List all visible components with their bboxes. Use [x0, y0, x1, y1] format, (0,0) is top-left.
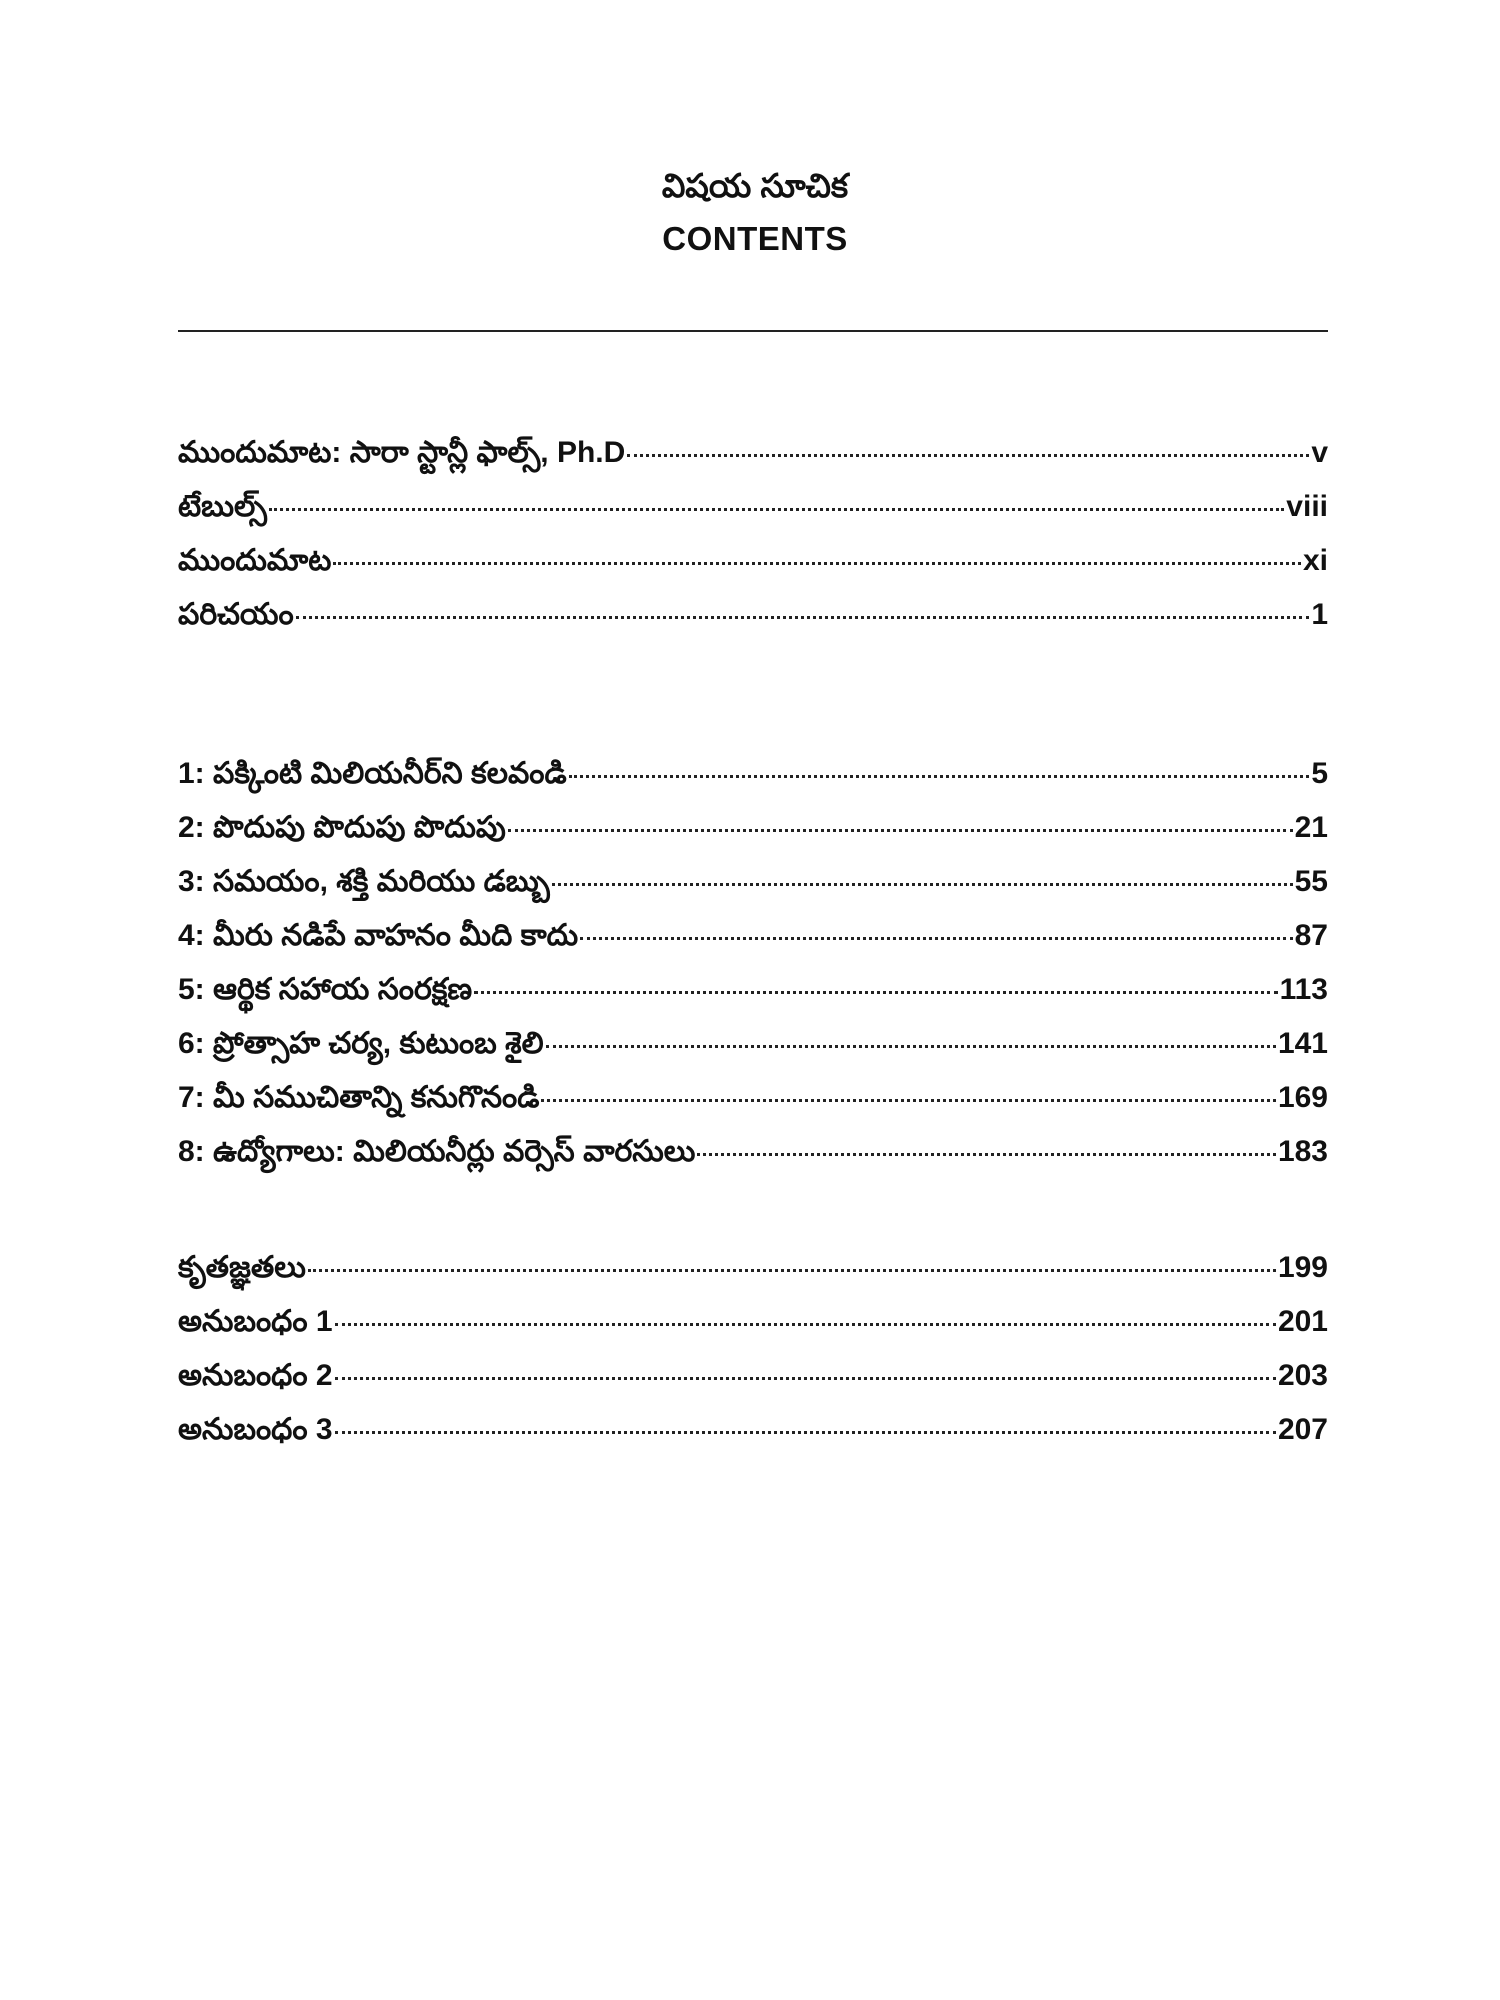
dot-leader [541, 1099, 1276, 1102]
dot-leader [508, 829, 1293, 832]
toc-entry-label: కృతజ్ఞతలు [178, 1251, 306, 1284]
toc-entry-page: 1 [1311, 598, 1328, 631]
dot-leader [552, 883, 1293, 886]
toc-entry [178, 1413, 1328, 1467]
toc-entry-label: 3: సమయం, శక్తి మరియు డబ్బు [178, 865, 550, 898]
front-matter-list [178, 436, 1328, 652]
toc-entry-label: 4: మీరు నడిపే వాహనం మీది కాదు [178, 919, 579, 952]
toc-entry-page: 5 [1311, 757, 1328, 790]
toc-entry [178, 1359, 1328, 1413]
toc-entry [178, 1305, 1328, 1359]
dot-leader [269, 508, 1284, 511]
toc-entry [178, 973, 1328, 1027]
toc-entry-label: 1: పక్కింటి మిలియనీర్‌ని కలవండి [178, 757, 567, 790]
dot-leader [296, 616, 1310, 619]
toc-entry-label: ముందుమాట: సారా స్టాన్లీ ఫాల్స్, Ph.D [178, 436, 626, 469]
heading-english: CONTENTS [662, 220, 848, 257]
toc-entry [178, 1135, 1328, 1189]
dot-leader [580, 937, 1292, 940]
toc-entry-label: ముందుమాట [178, 544, 332, 577]
toc-entry-page: 207 [1277, 1413, 1328, 1446]
dot-leader [335, 1323, 1276, 1326]
toc-entry [178, 1081, 1328, 1135]
dot-leader [333, 562, 1301, 565]
dot-leader [546, 1045, 1276, 1048]
toc-entry-label: అనుబంధం 2 [178, 1359, 333, 1392]
toc-entry-page: 87 [1294, 919, 1328, 952]
toc-entry-page: 169 [1277, 1081, 1328, 1114]
toc-entry [178, 919, 1328, 973]
toc-entry-page: v [1311, 436, 1328, 469]
toc-entry-page: 203 [1277, 1359, 1328, 1392]
toc-entry-page: viii [1286, 490, 1328, 523]
toc-entry-label: 8: ఉద్యోగాలు: మిలియనీర్లు వర్సెస్ వారసులు [178, 1135, 696, 1168]
dot-leader [308, 1269, 1276, 1272]
dot-leader [569, 775, 1310, 778]
toc-entry-page: 199 [1277, 1251, 1328, 1284]
toc-entry-label: పరిచయం [178, 598, 294, 631]
toc-entry [178, 865, 1328, 919]
toc-entry [178, 598, 1328, 652]
toc-entry-page: 21 [1294, 811, 1328, 844]
dot-leader [627, 454, 1309, 457]
toc-entry-page: xi [1302, 544, 1328, 577]
toc-entry-label: అనుబంధం 3 [178, 1413, 333, 1446]
toc-entry [178, 1027, 1328, 1081]
toc-entry-label: 7: మీ సముచితాన్ని కనుగొనండి [178, 1081, 540, 1114]
toc-entry [178, 436, 1328, 490]
toc-entry [178, 757, 1328, 811]
toc-entry-page: 141 [1277, 1027, 1328, 1060]
toc-entry [178, 544, 1328, 598]
toc-entry-label: 5: ఆర్థిక సహాయ సంరక్షణ [178, 973, 473, 1006]
toc-entry-label: 6: ప్రోత్సాహ చర్య, కుటుంబ శైలి [178, 1027, 544, 1060]
heading-telugu: విషయ సూచిక [661, 167, 849, 204]
toc-entry-label: టేబుల్స్ [178, 490, 267, 523]
back-matter-list [178, 1251, 1328, 1467]
toc-entry [178, 811, 1328, 865]
dot-leader [474, 991, 1277, 994]
chapter-list [178, 757, 1328, 1189]
toc-entry [178, 490, 1328, 544]
dot-leader [335, 1431, 1276, 1434]
toc-entry-label: అనుబంధం 1 [178, 1305, 333, 1338]
dot-leader [697, 1153, 1276, 1156]
toc-entry-page: 183 [1277, 1135, 1328, 1168]
page-heading [0, 160, 1500, 266]
toc-entry-page: 201 [1277, 1305, 1328, 1338]
toc-entry-label: 2: పొదుపు పొదుపు పొదుపు [178, 811, 506, 844]
toc-entry [178, 1251, 1328, 1305]
dot-leader [335, 1377, 1276, 1380]
toc-entry-page: 113 [1279, 973, 1328, 1006]
heading-divider [178, 330, 1328, 332]
toc-entry-page: 55 [1294, 865, 1328, 898]
